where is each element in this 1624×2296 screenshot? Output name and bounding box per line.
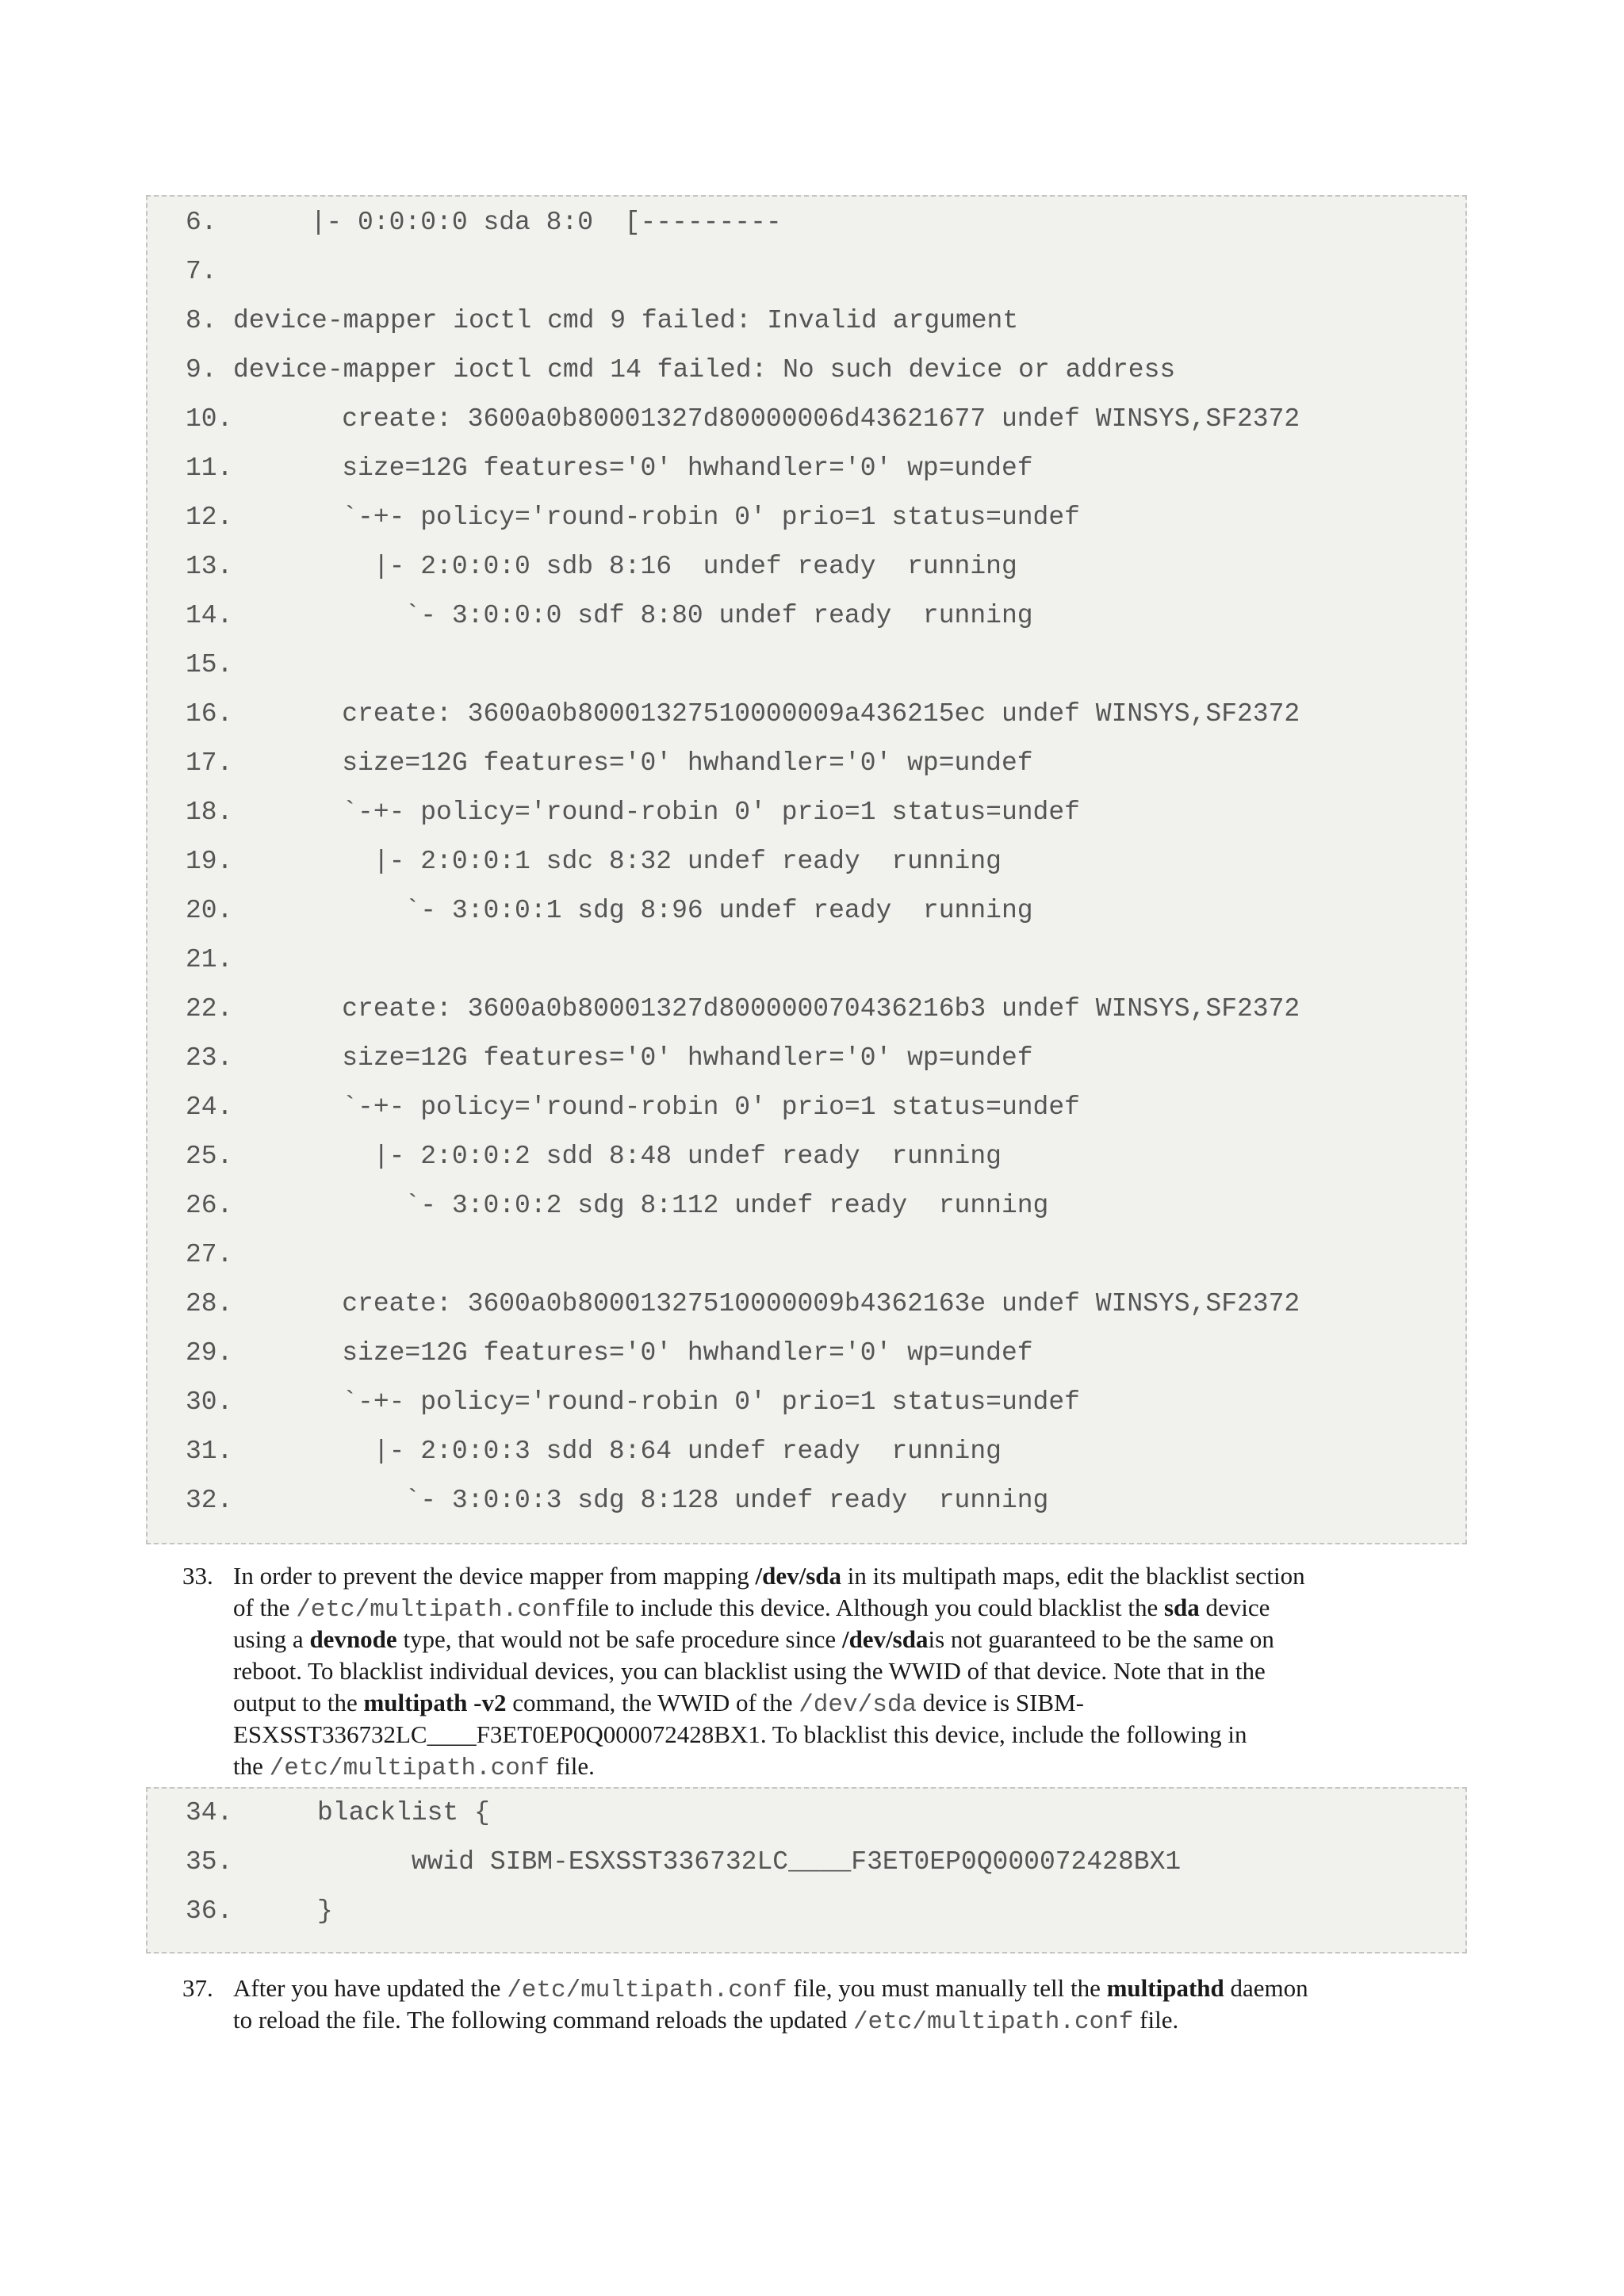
- code-line: 6. |- 0:0:0:0 sda 8:0 [---------: [186, 208, 782, 237]
- code-line: 21.: [186, 945, 233, 974]
- code-line: 16. create: 3600a0b80001327510000009a436215ec undef WINSYS,SF2372: [186, 699, 1300, 729]
- code-line: 26. `- 3:0:0:2 sdg 8:112 undef ready running: [186, 1191, 1049, 1220]
- paragraph-line: reboot. To blacklist individual devices, you can blacklist using the WWID of that device. Note that in the: [233, 1657, 1266, 1685]
- code-line: 19. |- 2:0:0:1 sdc 8:32 undef ready running: [186, 847, 1002, 876]
- list-number: 37.: [182, 1974, 213, 2002]
- code-line: 9. device-mapper ioctl cmd 14 failed: No such device or address: [186, 355, 1176, 385]
- code-line: 29. size=12G features='0' hwhandler='0' wp=undef: [186, 1338, 1033, 1368]
- code-block-blacklist: [146, 1787, 1467, 1954]
- code-line: 15.: [186, 650, 233, 679]
- paragraph-line: In order to prevent the device mapper from mapping /dev/sda in its multipath maps, edit the blacklist section: [233, 1562, 1305, 1590]
- code-line: 17. size=12G features='0' hwhandler='0' wp=undef: [186, 748, 1033, 778]
- paragraph-line: the /etc/multipath.conf file.: [233, 1752, 595, 1782]
- paragraph-line: using a devnode type, that would not be safe procedure since /dev/sdais not guaranteed to be the same on: [233, 1625, 1274, 1653]
- code-line: 31. |- 2:0:0:3 sdd 8:64 undef ready running: [186, 1437, 1002, 1466]
- code-line: 24. `-+- policy='round-robin 0' prio=1 status=undef: [186, 1093, 1080, 1122]
- code-line: 27.: [186, 1240, 233, 1269]
- paragraph-line: After you have updated the /etc/multipath.conf file, you must manually tell the multipathd daemon: [233, 1974, 1308, 2004]
- list-number: 33.: [182, 1562, 213, 1590]
- paragraph-line: to reload the file. The following command reloads the updated /etc/multipath.conf file.: [233, 2006, 1179, 2036]
- code-line: 8. device-mapper ioctl cmd 9 failed: Invalid argument: [186, 306, 1019, 335]
- code-line: 35. wwid SIBM-ESXSST336732LC____F3ET0EP0Q000072428BX1: [186, 1847, 1182, 1877]
- code-line: 28. create: 3600a0b80001327510000009b4362163e undef WINSYS,SF2372: [186, 1289, 1300, 1318]
- code-line: 20. `- 3:0:0:1 sdg 8:96 undef ready running: [186, 896, 1033, 925]
- code-line: 11. size=12G features='0' hwhandler='0' wp=undef: [186, 453, 1033, 483]
- paragraph-line: of the /etc/multipath.conffile to include this device. Although you could blacklist the sda device: [233, 1594, 1270, 1624]
- code-line: 22. create: 3600a0b80001327d800000070436216b3 undef WINSYS,SF2372: [186, 994, 1300, 1024]
- code-line: 34. blacklist {: [186, 1798, 490, 1827]
- code-line: 30. `-+- policy='round-robin 0' prio=1 status=undef: [186, 1387, 1080, 1417]
- code-line: 10. create: 3600a0b80001327d80000006d43621677 undef WINSYS,SF2372: [186, 404, 1300, 434]
- code-line: 36. }: [186, 1896, 333, 1926]
- paragraph-line: output to the multipath -v2 command, the WWID of the /dev/sda device is SIBM-: [233, 1689, 1084, 1719]
- paragraph-line: ESXSST336732LC____F3ET0EP0Q000072428BX1. To blacklist this device, include the following in: [233, 1720, 1247, 1748]
- code-block-output: [146, 195, 1467, 1544]
- code-line: 12. `-+- policy='round-robin 0' prio=1 status=undef: [186, 503, 1080, 532]
- code-line: 25. |- 2:0:0:2 sdd 8:48 undef ready running: [186, 1142, 1002, 1171]
- code-line: 7.: [186, 257, 217, 286]
- code-line: 18. `-+- policy='round-robin 0' prio=1 status=undef: [186, 798, 1080, 827]
- code-line: 13. |- 2:0:0:0 sdb 8:16 undef ready running: [186, 552, 1017, 581]
- code-line: 32. `- 3:0:0:3 sdg 8:128 undef ready running: [186, 1486, 1049, 1515]
- code-line: 14. `- 3:0:0:0 sdf 8:80 undef ready running: [186, 601, 1033, 630]
- code-line: 23. size=12G features='0' hwhandler='0' wp=undef: [186, 1043, 1033, 1073]
